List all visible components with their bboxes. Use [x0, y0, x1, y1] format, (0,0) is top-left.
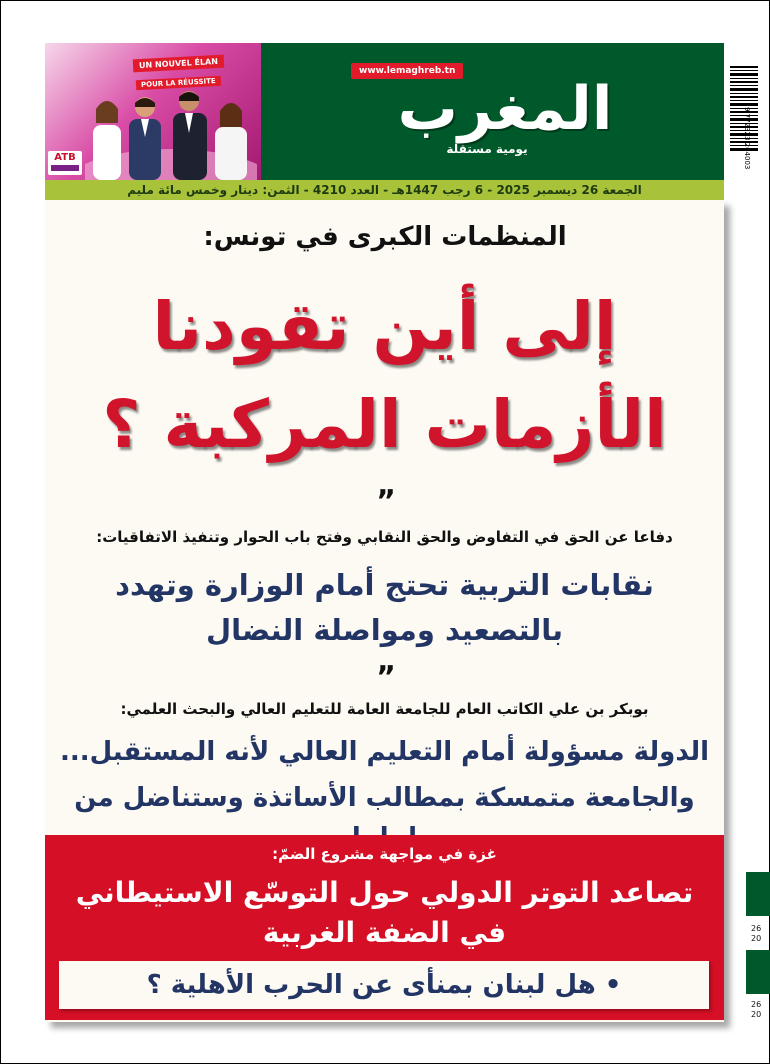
advert-people-photo [85, 79, 257, 180]
bottom-teaser-text: • هل لبنان بمنأى عن الحرب الأهلية ؟ [146, 970, 622, 1000]
story3-headline-line2[interactable]: والجامعة متمسكة بمطالب الأساتذة وستناضل من [74, 783, 695, 813]
red-feature-box [45, 835, 724, 1020]
story2-headline-line2[interactable]: بالتصعيد ومواصلة النضال [205, 613, 564, 647]
edge-thumbnail-date: 26 20 [751, 924, 762, 943]
lead-kicker: المنظمات الكبرى في تونس: [203, 222, 567, 252]
newspaper-logo: المغرب [397, 74, 613, 144]
dateline: الجمعة 26 ديسمبر 2025 - 6 رجب 1447هـ - العدد 4210 - الثمن: دينار وخمس مائة مليم [45, 180, 724, 200]
site-url[interactable]: www.lemaghreb.tn [351, 63, 463, 79]
person-3 [173, 91, 207, 180]
bottom-teaser[interactable] [59, 961, 709, 1009]
advert-slogan-line1: UN NOUVEL ÉLAN [132, 55, 224, 73]
masthead [45, 43, 724, 180]
person-4 [215, 103, 247, 180]
barcode-number: 9 772323 264003 [743, 107, 751, 170]
story3-headline-line1[interactable]: الدولة مسؤولة أمام التعليم العالي لأنه المستقبل... [59, 737, 710, 767]
edge-thumbnail[interactable] [746, 950, 770, 994]
person-1 [93, 101, 121, 180]
newspaper-tagline: يومية مستقلة [446, 142, 528, 156]
edge-thumbnail-date: 26 20 [751, 1000, 762, 1019]
red-box-headline-line1: تصاعد التوتر الدولي حول التوسّع الاستيطاني [75, 876, 694, 909]
lead-headline-line2[interactable]: الأزمات المركبة ؟ [102, 386, 667, 463]
atb-logo: ATB [48, 151, 82, 175]
advert-slogan-line2: POUR LA RÉUSSITE [135, 76, 220, 90]
red-box-headline-line2: في الضفة الغربية [262, 916, 507, 949]
person-2 [129, 97, 161, 180]
red-box-kicker: غزة في مواجهة مشروع الضمّ: [272, 845, 497, 863]
quote-mark: ” [376, 660, 396, 695]
story3-kicker: بوبكر بن علي الكاتب العام للجامعة العامة للتعليم العالي والبحث العلمي: [120, 700, 649, 718]
lead-headline-line1[interactable]: إلى أين تقودنا [152, 288, 617, 365]
story2-kicker: دفاعا عن الحق في التفاوض والحق النقابي وفتح باب الحوار وتنفيذ الاتفاقيات: [96, 528, 673, 546]
advert-banner[interactable] [45, 43, 261, 180]
story2-headline-line1[interactable]: نقابات التربية تحتج أمام الوزارة وتهدد [115, 568, 654, 602]
red-box-headline[interactable] [55, 873, 714, 953]
edge-thumbnail[interactable] [746, 872, 770, 916]
quote-mark: ” [376, 484, 396, 519]
